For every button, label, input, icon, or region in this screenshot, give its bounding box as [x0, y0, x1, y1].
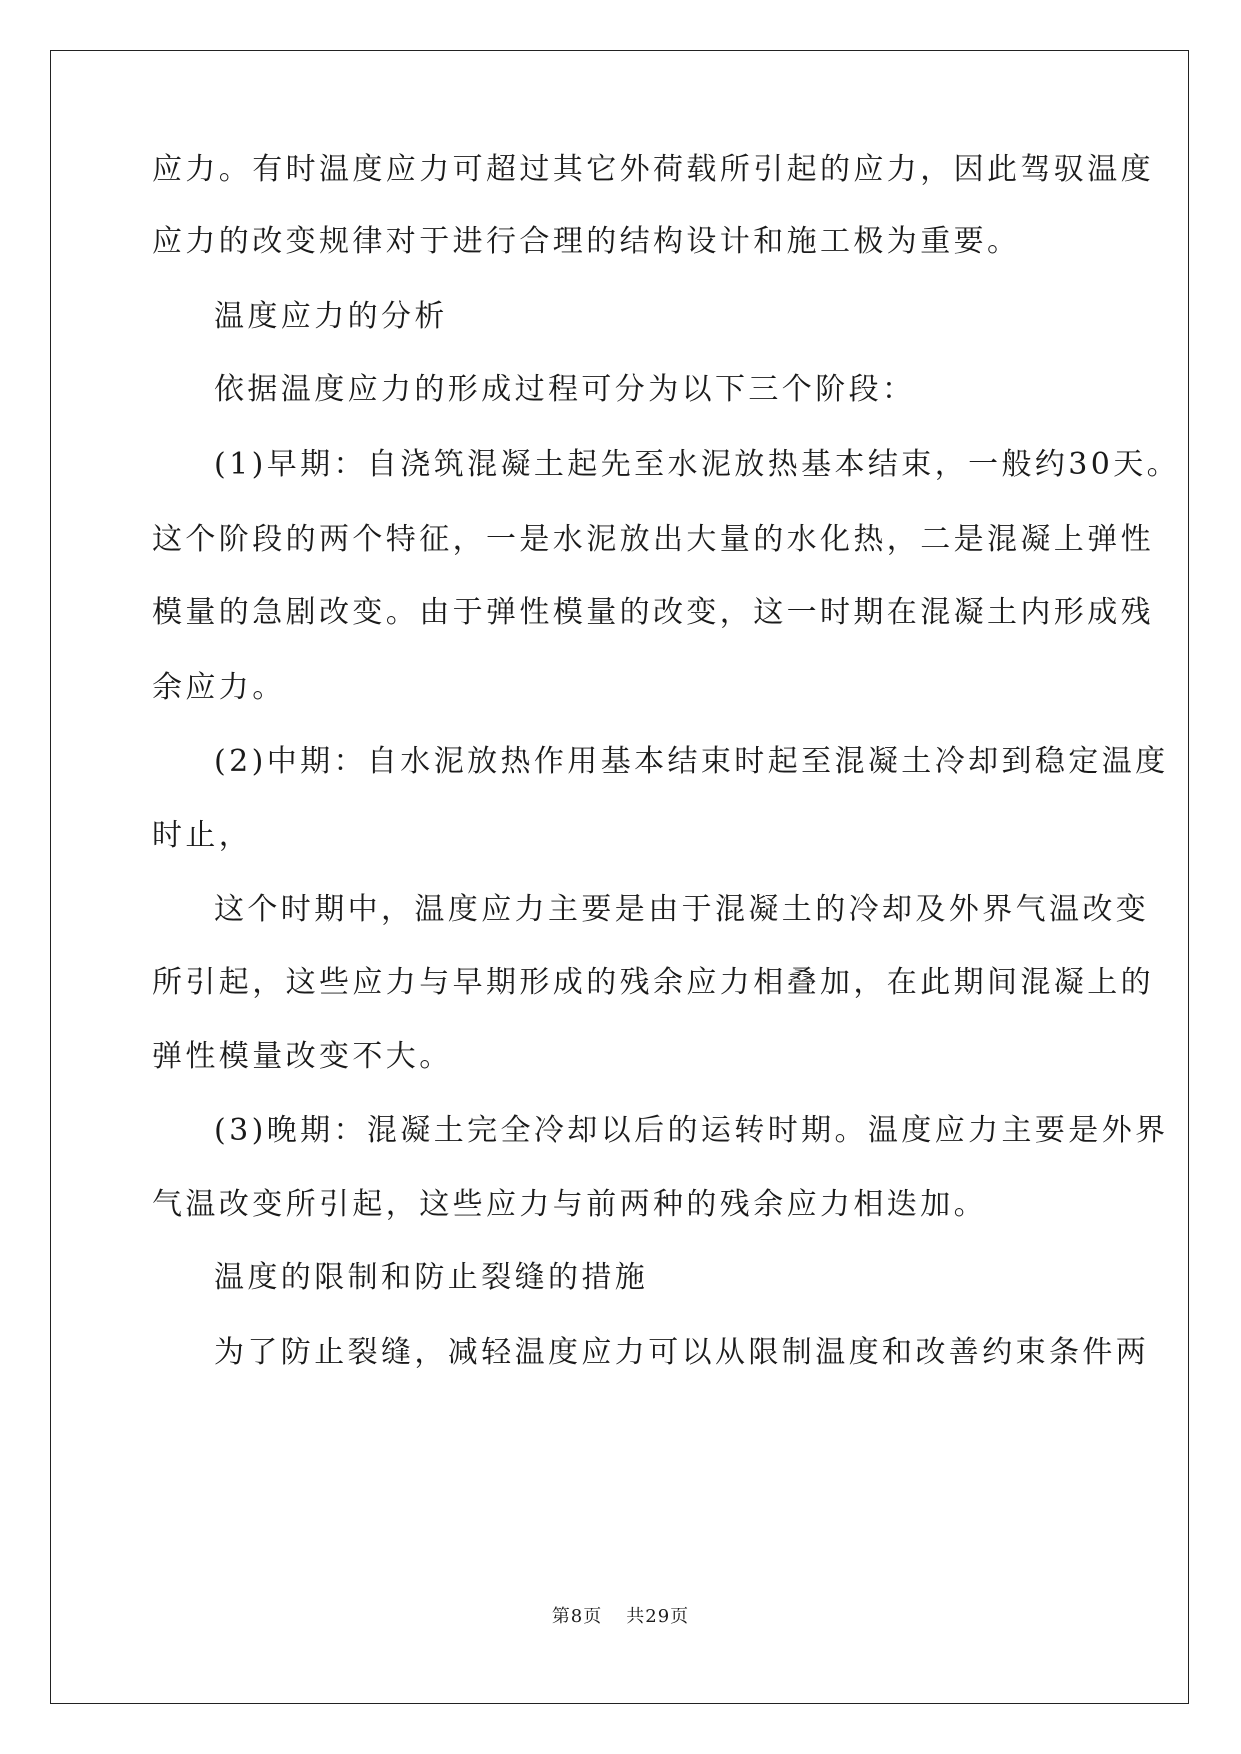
text-line: 气温改变所引起，这些应力与前两种的残余应力相迭加。	[152, 1187, 987, 1222]
text-line: 时止，	[152, 818, 253, 853]
page-number-total: 共29页	[626, 1606, 690, 1627]
text-line: 应力的改变规律对于进行合理的结构设计和施工极为重要。	[152, 224, 1021, 259]
section-heading: 温度的限制和防止裂缝的措施	[214, 1260, 649, 1295]
text-line: 应力。有时温度应力可超过其它外荷载所引起的应力，因此驾驭温度	[152, 152, 1154, 187]
section-heading: 温度应力的分析	[214, 299, 448, 334]
text-line: (1)早期：自浇筑混凝土起先至水泥放热基本结束，一般约30天。	[214, 447, 1181, 482]
text-line: 为了防止裂缝，减轻温度应力可以从限制温度和改善约束条件两	[214, 1335, 1150, 1370]
page-footer	[0, 1605, 1241, 1629]
text-line: 余应力。	[152, 670, 286, 705]
text-line: 模量的急剧改变。由于弹性模量的改变，这一时期在混凝土内形成残	[152, 595, 1154, 630]
text-line: 依据温度应力的形成过程可分为以下三个阶段：	[214, 372, 916, 407]
text-line: 弹性模量改变不大。	[152, 1039, 453, 1074]
text-line: (2)中期：自水泥放热作用基本结束时起至混凝土冷却到稳定温度	[214, 744, 1169, 779]
text-line: (3)晚期：混凝土完全冷却以后的运转时期。温度应力主要是外界	[214, 1113, 1169, 1148]
text-line: 这个阶段的两个特征，一是水泥放出大量的水化热，二是混凝上弹性	[152, 522, 1154, 557]
text-line: 所引起，这些应力与早期形成的残余应力相叠加，在此期间混凝上的	[152, 965, 1154, 1000]
text-line: 这个时期中，温度应力主要是由于混凝土的冷却及外界气温改变	[214, 892, 1150, 927]
page-number-current: 第8页	[551, 1606, 603, 1627]
